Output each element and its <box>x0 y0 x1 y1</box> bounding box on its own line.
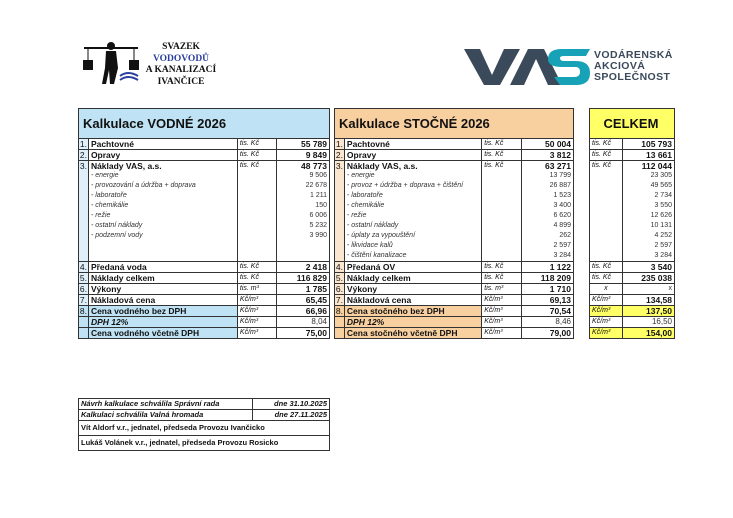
row-value: 69,13 <box>521 295 573 306</box>
vodne-title: Kalkulace VODNÉ 2026 <box>79 109 330 139</box>
row-number: 4. <box>79 262 88 272</box>
row-unit: tis. Kč <box>590 273 623 284</box>
signature-line: Vít Aldorf v.r., jednatel, předseda Provozu Ivančicko <box>79 421 330 436</box>
row-number: 5. <box>79 273 88 283</box>
sub-label: - chemikálie <box>88 201 237 211</box>
row-unit: tis. Kč <box>237 150 277 161</box>
sub-value: 3 400 <box>521 201 573 211</box>
row-value: x <box>622 284 674 295</box>
approval-notes <box>78 398 330 451</box>
vas-line-1: VODÁRENSKÁ <box>594 49 673 61</box>
row-value: 79,00 <box>521 328 573 339</box>
row-label: Náklady VAS, a.s. <box>344 161 481 172</box>
row-value: 105 793 <box>622 139 674 150</box>
row-label: Opravy <box>88 150 237 161</box>
sub-label: - režie <box>344 211 481 221</box>
row-value: 112 044 <box>622 161 674 172</box>
row-value: 137,50 <box>622 306 674 317</box>
sub-value: 3 550 <box>622 201 674 211</box>
row-value: 65,45 <box>277 295 330 306</box>
sub-label: - energie <box>344 171 481 181</box>
row-unit: Kč/m³ <box>237 306 277 317</box>
svazek-line-2: VODOVODŮ <box>152 53 210 64</box>
row-number: 2. <box>335 150 343 160</box>
row-value: 50 004 <box>521 139 573 150</box>
row-value: 3 540 <box>622 262 674 273</box>
sub-value: 2 597 <box>521 241 573 251</box>
sub-value: 4 899 <box>521 221 573 231</box>
row-number: 3. <box>335 161 343 171</box>
row-unit: tis. Kč <box>590 150 623 161</box>
row-value: 118 209 <box>521 273 573 284</box>
row-unit: Kč/m³ <box>482 295 521 306</box>
note-label: Kalkulaci schválila Valná hromada <box>79 410 253 421</box>
sub-value: 6 620 <box>521 211 573 221</box>
row-value: 134,58 <box>622 295 674 306</box>
sub-label: - provoz + údržba + doprava + čištění <box>344 181 481 191</box>
row-label: Pachtovné <box>88 139 237 150</box>
row-value: 235 038 <box>622 273 674 284</box>
row-label: Náklady celkem <box>344 273 481 284</box>
row-value: 70,54 <box>521 306 573 317</box>
row-label: Náklady VAS, a.s. <box>88 161 237 172</box>
row-value: 48 773 <box>277 161 330 172</box>
row-value: 75,00 <box>277 328 330 339</box>
stocne-table <box>334 108 574 339</box>
svazek-line-1: SVAZEK <box>162 42 200 52</box>
row-value: 3 812 <box>521 150 573 161</box>
row-label: Cena vodného bez DPH <box>88 306 237 317</box>
row-label: Nákladová cena <box>88 295 237 306</box>
row-value: 8,04 <box>277 317 330 328</box>
sub-value: 262 <box>521 231 573 241</box>
row-value: 9 849 <box>277 150 330 161</box>
row-value: 1 785 <box>277 284 330 295</box>
vas-name <box>594 50 673 83</box>
row-unit: tis. Kč <box>590 262 623 273</box>
note-date: dne 27.11.2025 <box>253 410 330 421</box>
sub-label: - laboratoře <box>88 191 237 201</box>
sub-value: 2 597 <box>622 241 674 251</box>
row-label: Předaná OV <box>344 262 481 273</box>
row-unit: tis. Kč <box>482 150 521 161</box>
row-number: 1. <box>79 139 88 149</box>
row-unit: tis. Kč <box>482 273 521 284</box>
sub-value: 150 <box>277 201 330 211</box>
row-label: DPH 12% <box>344 317 481 328</box>
row-unit: tis. m³ <box>237 284 277 295</box>
row-number: 7. <box>79 295 88 305</box>
sub-value: 13 799 <box>521 171 573 181</box>
row-number: 5. <box>335 273 343 283</box>
row-value: 63 271 <box>521 161 573 172</box>
sub-value: 12 626 <box>622 211 674 221</box>
sub-value: 10 131 <box>622 221 674 231</box>
sub-label: - laboratoře <box>344 191 481 201</box>
row-number: 8. <box>335 306 343 316</box>
row-value: 1 122 <box>521 262 573 273</box>
row-unit: tis. Kč <box>590 139 623 150</box>
row-unit: tis. m³ <box>482 284 521 295</box>
sub-value: 1 523 <box>521 191 573 201</box>
vas-line-2: AKCIOVÁ <box>594 60 646 72</box>
sub-label: - provozování a údržba + doprava <box>88 181 237 191</box>
row-unit: tis. Kč <box>237 161 277 172</box>
row-unit: Kč/m³ <box>590 317 623 328</box>
vas-line-3: SPOLEČNOST <box>594 71 671 83</box>
sub-label: - režie <box>88 211 237 221</box>
row-label: Výkony <box>344 284 481 295</box>
signature-line: Lukáš Volánek v.r., jednatel, předseda Provozu Rosicko <box>79 436 330 451</box>
row-number: 6. <box>335 284 343 294</box>
svazek-logo <box>80 40 142 86</box>
sub-value: 9 506 <box>277 171 330 181</box>
row-label: Výkony <box>88 284 237 295</box>
sub-label: - likvidace kalů <box>344 241 481 251</box>
row-unit: Kč/m³ <box>482 328 521 339</box>
svazek-line-4: IVANČICE <box>157 76 205 87</box>
celkem-table <box>589 108 675 339</box>
row-unit: Kč/m³ <box>237 295 277 306</box>
row-unit: Kč/m³ <box>482 317 521 328</box>
row-value: 154,00 <box>622 328 674 339</box>
sub-label: - energie <box>88 171 237 181</box>
svazek-line-3: A KANALIZACÍ <box>145 65 217 75</box>
row-unit: Kč/m³ <box>590 328 623 339</box>
sub-value: 49 565 <box>622 181 674 191</box>
row-unit: Kč/m³ <box>590 306 623 317</box>
row-label: Náklady celkem <box>88 273 237 284</box>
row-label: Cena stočného bez DPH <box>344 306 481 317</box>
sub-value: 26 887 <box>521 181 573 191</box>
row-value: 116 829 <box>277 273 330 284</box>
sub-value: 6 006 <box>277 211 330 221</box>
row-number: 3. <box>79 161 88 171</box>
row-value: 16,50 <box>622 317 674 328</box>
row-label: DPH 12% <box>88 317 237 328</box>
sub-value: 3 990 <box>277 231 330 241</box>
sub-label: - chemikálie <box>344 201 481 211</box>
sub-value: 3 284 <box>521 251 573 262</box>
note-label: Návrh kalkulace schválila Správní rada <box>79 399 253 410</box>
celkem-title: CELKEM <box>590 109 675 139</box>
sub-label: - čištění kanalizace <box>344 251 481 262</box>
row-unit: Kč/m³ <box>482 306 521 317</box>
row-label: Nákladová cena <box>344 295 481 306</box>
row-unit: tis. Kč <box>237 262 277 273</box>
sub-label: - ostatní náklady <box>88 221 237 231</box>
row-number: 8. <box>79 306 88 316</box>
row-unit: tis. Kč <box>590 161 623 172</box>
row-unit: Kč/m³ <box>590 295 623 306</box>
row-unit: x <box>590 284 623 295</box>
sub-value: 2 734 <box>622 191 674 201</box>
row-unit: tis. Kč <box>482 139 521 150</box>
note-date: dne 31.10.2025 <box>253 399 330 410</box>
vas-logo-icon <box>462 45 592 87</box>
vas-logo-mark <box>462 45 592 87</box>
row-label: Cena stočného včetně DPH <box>344 328 481 339</box>
row-unit: Kč/m³ <box>237 317 277 328</box>
row-number: 1. <box>335 139 343 149</box>
sub-value: 4 252 <box>622 231 674 241</box>
row-number: 4. <box>335 262 343 272</box>
row-number: 6. <box>79 284 88 294</box>
row-value: 1 710 <box>521 284 573 295</box>
sub-label: - podzemní vody <box>88 231 237 241</box>
row-value: 8,46 <box>521 317 573 328</box>
row-unit: Kč/m³ <box>237 328 277 339</box>
row-label: Předaná voda <box>88 262 237 273</box>
row-unit: tis. Kč <box>482 262 521 273</box>
row-value: 2 418 <box>277 262 330 273</box>
svazek-name <box>142 42 220 88</box>
water-carrier-icon <box>80 40 142 86</box>
sub-value: 3 284 <box>622 251 674 262</box>
sub-label: - úplaty za vypouštění <box>344 231 481 241</box>
row-unit: tis. Kč <box>237 139 277 150</box>
row-value: 55 789 <box>277 139 330 150</box>
row-number: 7. <box>335 295 343 305</box>
sub-value: 22 678 <box>277 181 330 191</box>
sub-label: - ostatní náklady <box>344 221 481 231</box>
row-value: 13 661 <box>622 150 674 161</box>
row-label: Cena vodného včetně DPH <box>88 328 237 339</box>
sub-value: 5 232 <box>277 221 330 231</box>
row-number: 2. <box>79 150 88 160</box>
row-label: Opravy <box>344 150 481 161</box>
stocne-title: Kalkulace STOČNÉ 2026 <box>335 109 574 139</box>
row-label: Pachtovné <box>344 139 481 150</box>
sub-value: 1 211 <box>277 191 330 201</box>
row-value: 66,96 <box>277 306 330 317</box>
row-unit: tis. Kč <box>237 273 277 284</box>
row-unit: tis. Kč <box>482 161 521 172</box>
vodne-table <box>78 108 330 339</box>
sub-value: 23 305 <box>622 171 674 181</box>
